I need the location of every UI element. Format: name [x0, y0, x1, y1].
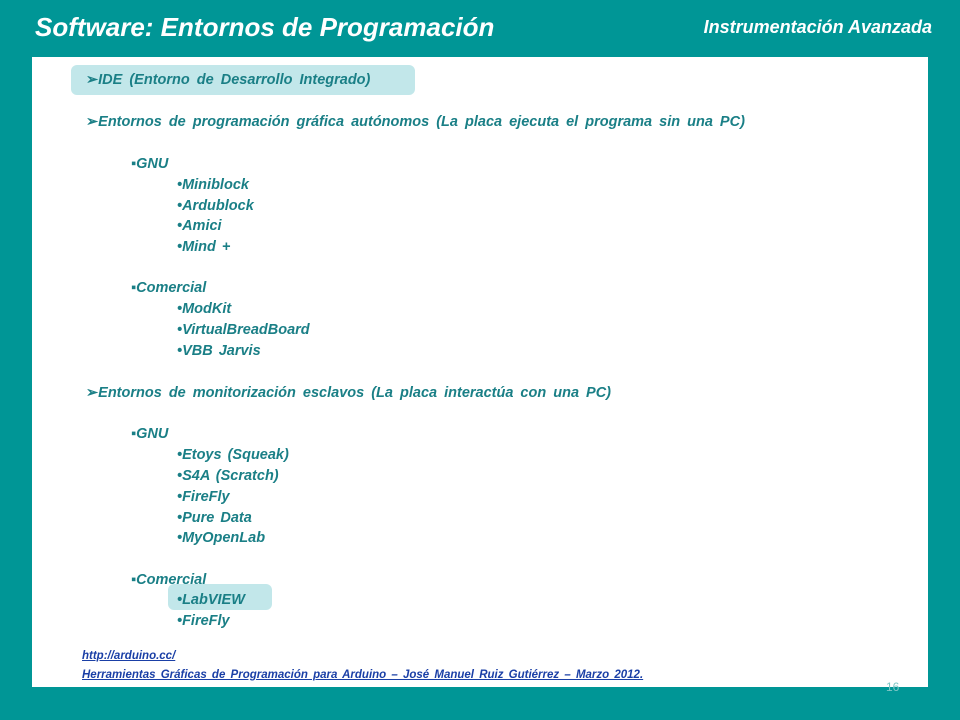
list-item: •Etoys (Squeak) — [177, 447, 289, 463]
list-item: •Miniblock — [177, 177, 249, 193]
section-standalone-heading — [86, 114, 745, 130]
list-item-text: Miniblock — [182, 177, 249, 193]
arrow-bullet-icon: ➢ — [86, 114, 99, 130]
list-item-text: VBB Jarvis — [182, 343, 261, 359]
standalone-commercial-label — [131, 280, 206, 296]
square-bullet-icon: ▪ — [131, 426, 137, 442]
square-bullet-icon: ▪ — [131, 572, 137, 588]
standalone-heading-text: Entornos de programación gráfica autónomos (La placa ejecuta el programa sin una PC) — [98, 114, 745, 130]
list-item: •VBB Jarvis — [177, 343, 261, 359]
list-item: •FireFly — [177, 489, 230, 505]
slave-gnu-text: GNU — [136, 426, 169, 442]
list-item-text: Mind + — [182, 239, 231, 255]
list-item: •Ardublock — [177, 198, 254, 214]
arduino-link[interactable]: http://arduino.cc/ — [82, 650, 176, 662]
list-item-text: VirtualBreadBoard — [182, 322, 310, 338]
ide-label: IDE (Entorno de Desarrollo Integrado) — [98, 72, 371, 88]
item-ide — [86, 72, 370, 88]
list-item: •S4A (Scratch) — [177, 468, 279, 484]
slave-commercial-text: Comercial — [136, 572, 207, 588]
reference-link[interactable]: Herramientas Gráficas de Programación para Arduino – José Manuel Ruiz Gutiérrez – Marzo 2012. — [82, 669, 644, 681]
list-item-text: S4A (Scratch) — [182, 468, 279, 484]
square-bullet-icon: ▪ — [131, 156, 137, 172]
list-item-text: MyOpenLab — [182, 530, 266, 546]
list-item-text: Amici — [182, 218, 222, 234]
list-item: •ModKit — [177, 301, 232, 317]
standalone-gnu-text: GNU — [136, 156, 169, 172]
list-item-text: Ardublock — [182, 198, 254, 214]
list-item-text: ModKit — [182, 301, 232, 317]
list-item: •MyOpenLab — [177, 530, 266, 546]
list-item: •Mind + — [177, 239, 231, 255]
standalone-gnu-label — [131, 156, 168, 172]
list-item: •Pure Data — [177, 510, 252, 526]
square-bullet-icon: ▪ — [131, 280, 137, 296]
slave-heading-text: Entornos de monitorización esclavos (La placa interactúa con una PC) — [98, 385, 612, 401]
section-slave-heading — [86, 385, 611, 401]
slave-gnu-label — [131, 426, 168, 442]
course-name: Instrumentación Avanzada — [703, 17, 932, 37]
content-panel — [32, 57, 928, 687]
arrow-bullet-icon: ➢ — [86, 72, 99, 88]
list-item-text: FireFly — [182, 613, 230, 629]
slide-number: 16 — [886, 680, 900, 694]
list-item: •VirtualBreadBoard — [177, 322, 310, 338]
arrow-bullet-icon: ➢ — [86, 385, 99, 401]
slide-title: Software: Entornos de Programación — [35, 12, 495, 42]
slave-commercial-label — [131, 572, 206, 588]
list-item-text: Etoys (Squeak) — [182, 447, 289, 463]
list-item-text: Pure Data — [182, 510, 252, 526]
list-item-text: FireFly — [182, 489, 230, 505]
list-item: •LabVIEW — [177, 592, 245, 608]
list-item: •Amici — [177, 218, 222, 234]
list-item: •FireFly — [177, 613, 230, 629]
list-item-text: LabVIEW — [182, 592, 245, 608]
standalone-commercial-text: Comercial — [136, 280, 207, 296]
